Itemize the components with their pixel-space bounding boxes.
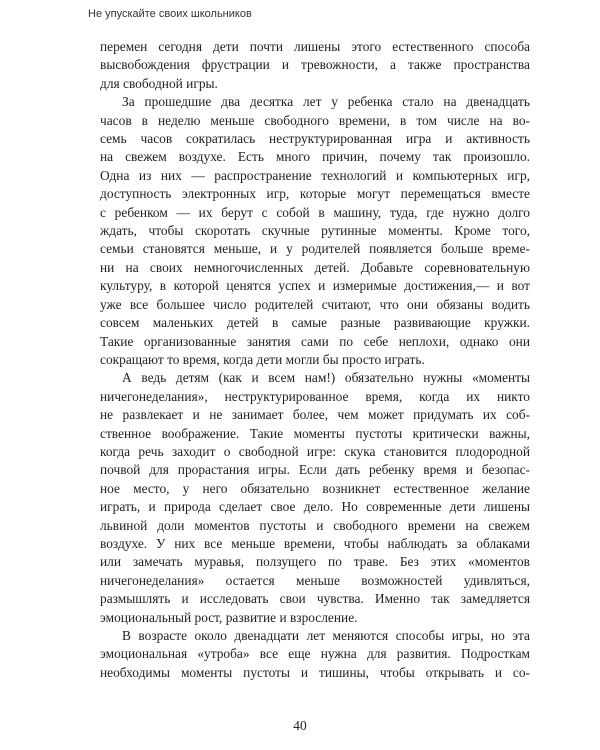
text-line: В возрасте около двенадцати лет меняются способы игры, но эта xyxy=(122,628,530,643)
text-line: ни на своих немногочисленных детей. Добавьте соревновательную xyxy=(100,259,530,275)
text-line: уже все большее число родителей считают, что они обязаны водить xyxy=(100,296,530,312)
text-line: семь часов сократилась неструктурированная игра и активность xyxy=(100,131,530,147)
text-line: высвобождения фрустрации и тревожности, а также пространства xyxy=(100,57,530,73)
text-line: когда речь заходит о свободной игре: скука становится плодородной xyxy=(100,443,530,459)
text-line: ничегонеделания», неструктурированное время, когда их никто xyxy=(100,388,530,404)
text-line: почвой для прорастания игры. Если дать ребенку время и безопас- xyxy=(100,462,530,478)
text-line: доступность электронных игр, которые могут перемещаться вместе xyxy=(100,186,530,202)
text-line: Такие организованные занятия сами по себе неплохи, однако они xyxy=(100,333,530,349)
text-line: совсем маленьких детей в самые разные развивающие кружки. xyxy=(100,315,530,331)
text-line: ное место, у него обязательно возникнет естественное желание xyxy=(100,480,530,496)
text-line: необходимы моменты пустоты и тишины, чтобы открывать и со- xyxy=(100,664,530,680)
text-line: ственное воображение. Такие моменты пустоты критически важны, xyxy=(100,425,530,441)
text-line: А ведь детям (как и всем нам!) обязательно нужны «моменты xyxy=(122,370,530,386)
text-line: семьи становятся меньше, и у родителей появляется больше време- xyxy=(100,241,530,257)
text-line: с ребенком — их берут с собой в машину, туда, где нужно долго xyxy=(100,204,530,220)
text-line: ждать, чтобы скоротать скучные рутинные моменты. Кроме того, xyxy=(100,223,530,239)
text-line: часов в неделю меньше свободного времени, в том числе на во- xyxy=(100,112,530,128)
text-line: эмоциональный рост, развитие и взросление. xyxy=(100,609,358,625)
text-line: культуру, в которой ценятся успех и измеримые достижения,— и вот xyxy=(100,278,530,294)
text-line: или замечать муравья, ползущего по траве. Без этих «моментов xyxy=(100,554,530,570)
text-line: ничегонеделания» остается меньше возможностей удивляться, xyxy=(100,572,530,588)
text-line: не развлекает и не занимает более, чем может придумать их соб- xyxy=(100,407,530,423)
text-line: воздухе. У них все меньше времени, чтобы наблюдать за облаками xyxy=(100,535,530,551)
running-header: Не упускайте своих школьников xyxy=(88,8,252,20)
page-number: 40 xyxy=(293,718,307,733)
text-line: размышлять и исследовать свои чувства. Именно так замедляется xyxy=(100,591,530,607)
text-line: Одна из них — распространение технологий и компьютерных игр, xyxy=(100,167,530,183)
text-line: играть, и природа сделает свое дело. Но современные дети лишены xyxy=(100,499,530,515)
text-line: перемен сегодня дети почти лишены этого естественного способа xyxy=(100,39,530,54)
text-line: львиной доли моментов пустоты и свободного времени на свежем xyxy=(100,517,530,533)
body-text xyxy=(100,38,530,682)
text-line: эмоциональная «утроба» все еще нужна для развития. Подросткам xyxy=(100,646,530,662)
text-line: сокращают то время, когда дети могли бы просто играть. xyxy=(100,351,425,367)
text-line: За прошедшие два десятка лет у ребенка стало на двенадцать xyxy=(122,94,530,110)
text-line: для свободной игры. xyxy=(100,75,218,91)
text-line: на свежем воздухе. Есть много причин, почему так произошло. xyxy=(100,149,530,165)
